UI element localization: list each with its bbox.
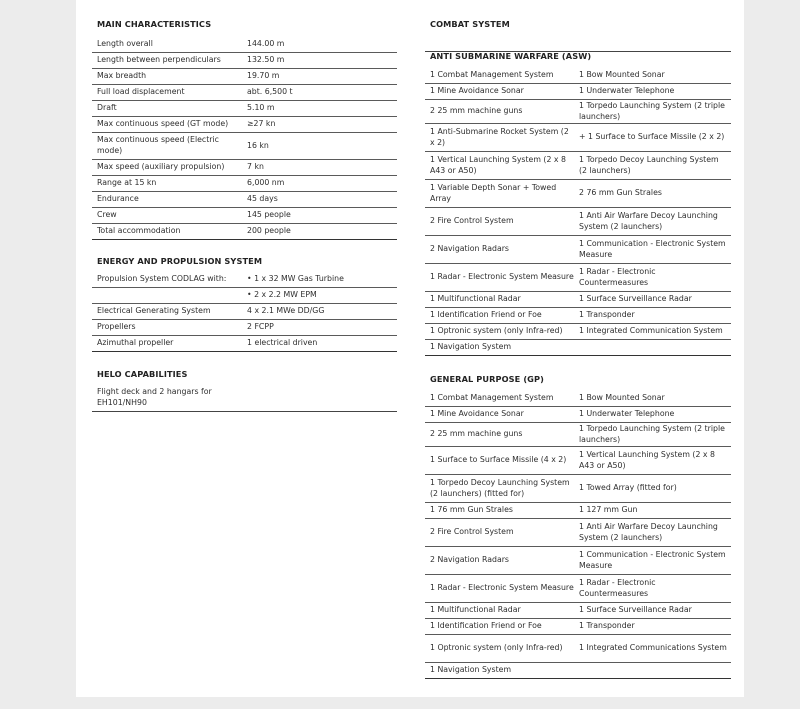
- cell-label: Max continuous speed (GT mode): [97, 119, 229, 129]
- cell-value: 200 people: [247, 226, 291, 236]
- cell-label: 1 Identification Friend or Foe: [430, 621, 542, 631]
- table-row: [92, 224, 397, 240]
- table-row: [425, 503, 731, 519]
- table-row: [92, 117, 397, 133]
- cell-label: 1 Mine Avoidance Sonar: [430, 409, 524, 419]
- cell-label: Electrical Generating System: [97, 306, 211, 316]
- table-row: [425, 324, 731, 340]
- cell-label: 1 Navigation System: [430, 665, 512, 675]
- table-row: [425, 340, 731, 356]
- cell-label: 1 Torpedo Decoy Launching System (2 launchers) (fitted for): [430, 477, 570, 498]
- table-row: [92, 192, 397, 208]
- cell-label: 1 Anti-Submarine Rocket System (2 x 2): [430, 126, 569, 147]
- asw-table: [425, 68, 731, 356]
- cell-label: Max speed (auxiliary propulsion): [97, 162, 225, 172]
- table-row: [425, 208, 731, 236]
- cell-label: 2 Fire Control System: [430, 216, 514, 226]
- cell-value: 1 Vertical Launching System (2 x 8 A43 or A50): [579, 449, 715, 470]
- cell-value: 145 people: [247, 210, 291, 220]
- table-row: [425, 603, 731, 619]
- table-row: [425, 635, 731, 663]
- cell-label: 1 Vertical Launching System (2 x 8 A43 or A50): [430, 154, 566, 175]
- table-row: [425, 619, 731, 635]
- cell-value: 1 Underwater Telephone: [579, 409, 675, 419]
- cell-value: 1 Underwater Telephone: [579, 86, 675, 96]
- cell-value: 144.00 m: [247, 39, 285, 49]
- cell-value: abt. 6,500 t: [247, 87, 293, 97]
- table-row: [425, 292, 731, 308]
- cell-label: 1 Mine Avoidance Sonar: [430, 86, 524, 96]
- main-characteristics-title: MAIN CHARACTERISTICS: [97, 19, 212, 29]
- cell-value: 1 Torpedo Launching System (2 triple launchers): [579, 100, 725, 121]
- cell-value: 19.70 m: [247, 71, 280, 81]
- cell-value: • 2 x 2.2 MW EPM: [247, 290, 317, 300]
- table-row: [425, 180, 731, 208]
- table-row: [92, 336, 397, 352]
- cell-label: 2 Navigation Radars: [430, 555, 509, 565]
- cell-label: Propulsion System CODLAG with:: [97, 274, 227, 284]
- table-row: [425, 100, 731, 124]
- table-row: [425, 308, 731, 324]
- combat-system-title: COMBAT SYSTEM: [430, 19, 510, 29]
- cell-value: 1 Radar - Electronic Countermeasures: [579, 266, 656, 287]
- cell-value: 1 Integrated Communications System: [579, 643, 727, 653]
- table-row: [425, 68, 731, 84]
- energy-title: ENERGY AND PROPULSION SYSTEM: [97, 256, 263, 266]
- cell-value: 1 Bow Mounted Sonar: [579, 393, 665, 403]
- table-row: [425, 391, 731, 407]
- cell-label: 2 Fire Control System: [430, 527, 514, 537]
- cell-value: 1 Transponder: [579, 621, 635, 631]
- table-row: [425, 236, 731, 264]
- cell-value: 1 Transponder: [579, 310, 635, 320]
- table-row: [92, 85, 397, 101]
- cell-label: 2 25 mm machine guns: [430, 429, 523, 439]
- table-row: [425, 152, 731, 180]
- cell-label: 1 Identification Friend or Foe: [430, 310, 542, 320]
- cell-label: Draft: [97, 103, 117, 113]
- table-row: [92, 320, 397, 336]
- cell-value: 132.50 m: [247, 55, 285, 65]
- cell-value: 1 127 mm Gun: [579, 505, 638, 515]
- cell-label: 1 Surface to Surface Missile (4 x 2): [430, 455, 567, 465]
- cell-label: 1 Radar - Electronic System Measure: [430, 583, 574, 593]
- cell-value: 2 FCPP: [247, 322, 274, 332]
- helo-text: Flight deck and 2 hangars for EH101/NH90: [97, 387, 212, 407]
- cell-value: 1 Surface Surveillance Radar: [579, 605, 692, 615]
- main-characteristics-table: [92, 37, 397, 240]
- table-row: [92, 304, 397, 320]
- cell-value: 1 electrical driven: [247, 338, 318, 348]
- cell-label: 1 Optronic system (only Infra-red): [430, 643, 563, 653]
- helo-block: [92, 387, 397, 412]
- cell-value: 4 x 2.1 MWe DD/GG: [247, 306, 325, 316]
- table-row: [425, 475, 731, 503]
- cell-value: 1 Torpedo Decoy Launching System (2 launchers): [579, 154, 719, 175]
- cell-label: 1 Multifunctional Radar: [430, 605, 521, 615]
- table-row: [425, 547, 731, 575]
- cell-label: Endurance: [97, 194, 139, 204]
- table-row: [92, 37, 397, 53]
- cell-value: 1 Communication - Electronic System Measure: [579, 238, 726, 259]
- cell-label: Azimuthal propeller: [97, 338, 174, 348]
- gp-table: [425, 391, 731, 679]
- table-row: [92, 133, 397, 160]
- table-row: [425, 124, 731, 152]
- cell-value: 1 Anti Air Warfare Decoy Launching System (2 launchers): [579, 521, 718, 542]
- cell-value: 7 kn: [247, 162, 264, 172]
- table-row: [92, 176, 397, 192]
- cell-value: 2 76 mm Gun Strales: [579, 188, 662, 198]
- cell-value: 1 Integrated Communication System: [579, 326, 723, 336]
- cell-label: 1 Combat Management System: [430, 393, 554, 403]
- table-row: [425, 84, 731, 100]
- cell-label: Length between perpendiculars: [97, 55, 221, 65]
- cell-label: 1 Combat Management System: [430, 70, 554, 80]
- asw-title: ANTI SUBMARINE WARFARE (ASW): [430, 51, 592, 61]
- cell-value: ≥27 kn: [247, 119, 276, 129]
- helo-title: HELO CAPABILITIES: [97, 369, 188, 379]
- cell-value: 16 kn: [247, 140, 269, 150]
- table-row: [92, 208, 397, 224]
- cell-label: Propellers: [97, 322, 136, 332]
- table-row: [92, 69, 397, 85]
- cell-value: 1 Surface Surveillance Radar: [579, 294, 692, 304]
- table-row: [92, 272, 397, 288]
- cell-value: 5.10 m: [247, 103, 275, 113]
- cell-label: Total accommodation: [97, 226, 181, 236]
- table-row: [425, 264, 731, 292]
- gp-title: GENERAL PURPOSE (GP): [430, 374, 544, 384]
- table-row: [425, 663, 731, 679]
- cell-label: Crew: [97, 210, 117, 220]
- cell-value: 45 days: [247, 194, 278, 204]
- cell-label: Length overall: [97, 39, 153, 49]
- cell-value: 1 Communication - Electronic System Measure: [579, 549, 726, 570]
- cell-label: Range at 15 kn: [97, 178, 157, 188]
- cell-value: 1 Radar - Electronic Countermeasures: [579, 577, 656, 598]
- cell-label: 2 Navigation Radars: [430, 244, 509, 254]
- table-row: [92, 160, 397, 176]
- cell-value: 6,000 nm: [247, 178, 285, 188]
- cell-label: 1 Radar - Electronic System Measure: [430, 272, 574, 282]
- table-row: [92, 101, 397, 117]
- cell-value: + 1 Surface to Surface Missile (2 x 2): [579, 132, 725, 142]
- table-row: [425, 575, 731, 603]
- cell-label: 2 25 mm machine guns: [430, 106, 523, 116]
- cell-value: 1 Anti Air Warfare Decoy Launching System (2 launchers): [579, 210, 718, 231]
- table-row: [425, 407, 731, 423]
- table-row: [92, 288, 397, 304]
- cell-value: 1 Towed Array (fitted for): [579, 483, 677, 493]
- spec-card: [76, 0, 744, 697]
- table-row: [92, 53, 397, 69]
- cell-label: 1 76 mm Gun Strales: [430, 505, 513, 515]
- table-row: [425, 423, 731, 447]
- cell-label: Full load displacement: [97, 87, 185, 97]
- cell-value: 1 Torpedo Launching System (2 triple launchers): [579, 423, 725, 444]
- cell-label: 1 Multifunctional Radar: [430, 294, 521, 304]
- cell-label: 1 Variable Depth Sonar + Towed Array: [430, 182, 557, 203]
- cell-label: Max continuous speed (Electric mode): [97, 135, 219, 155]
- cell-label: Max breadth: [97, 71, 147, 81]
- cell-value: 1 Bow Mounted Sonar: [579, 70, 665, 80]
- table-row: [425, 447, 731, 475]
- table-row: [425, 519, 731, 547]
- cell-value: • 1 x 32 MW Gas Turbine: [247, 274, 344, 284]
- energy-table: [92, 272, 397, 352]
- cell-label: 1 Navigation System: [430, 342, 512, 352]
- cell-label: 1 Optronic system (only Infra-red): [430, 326, 563, 336]
